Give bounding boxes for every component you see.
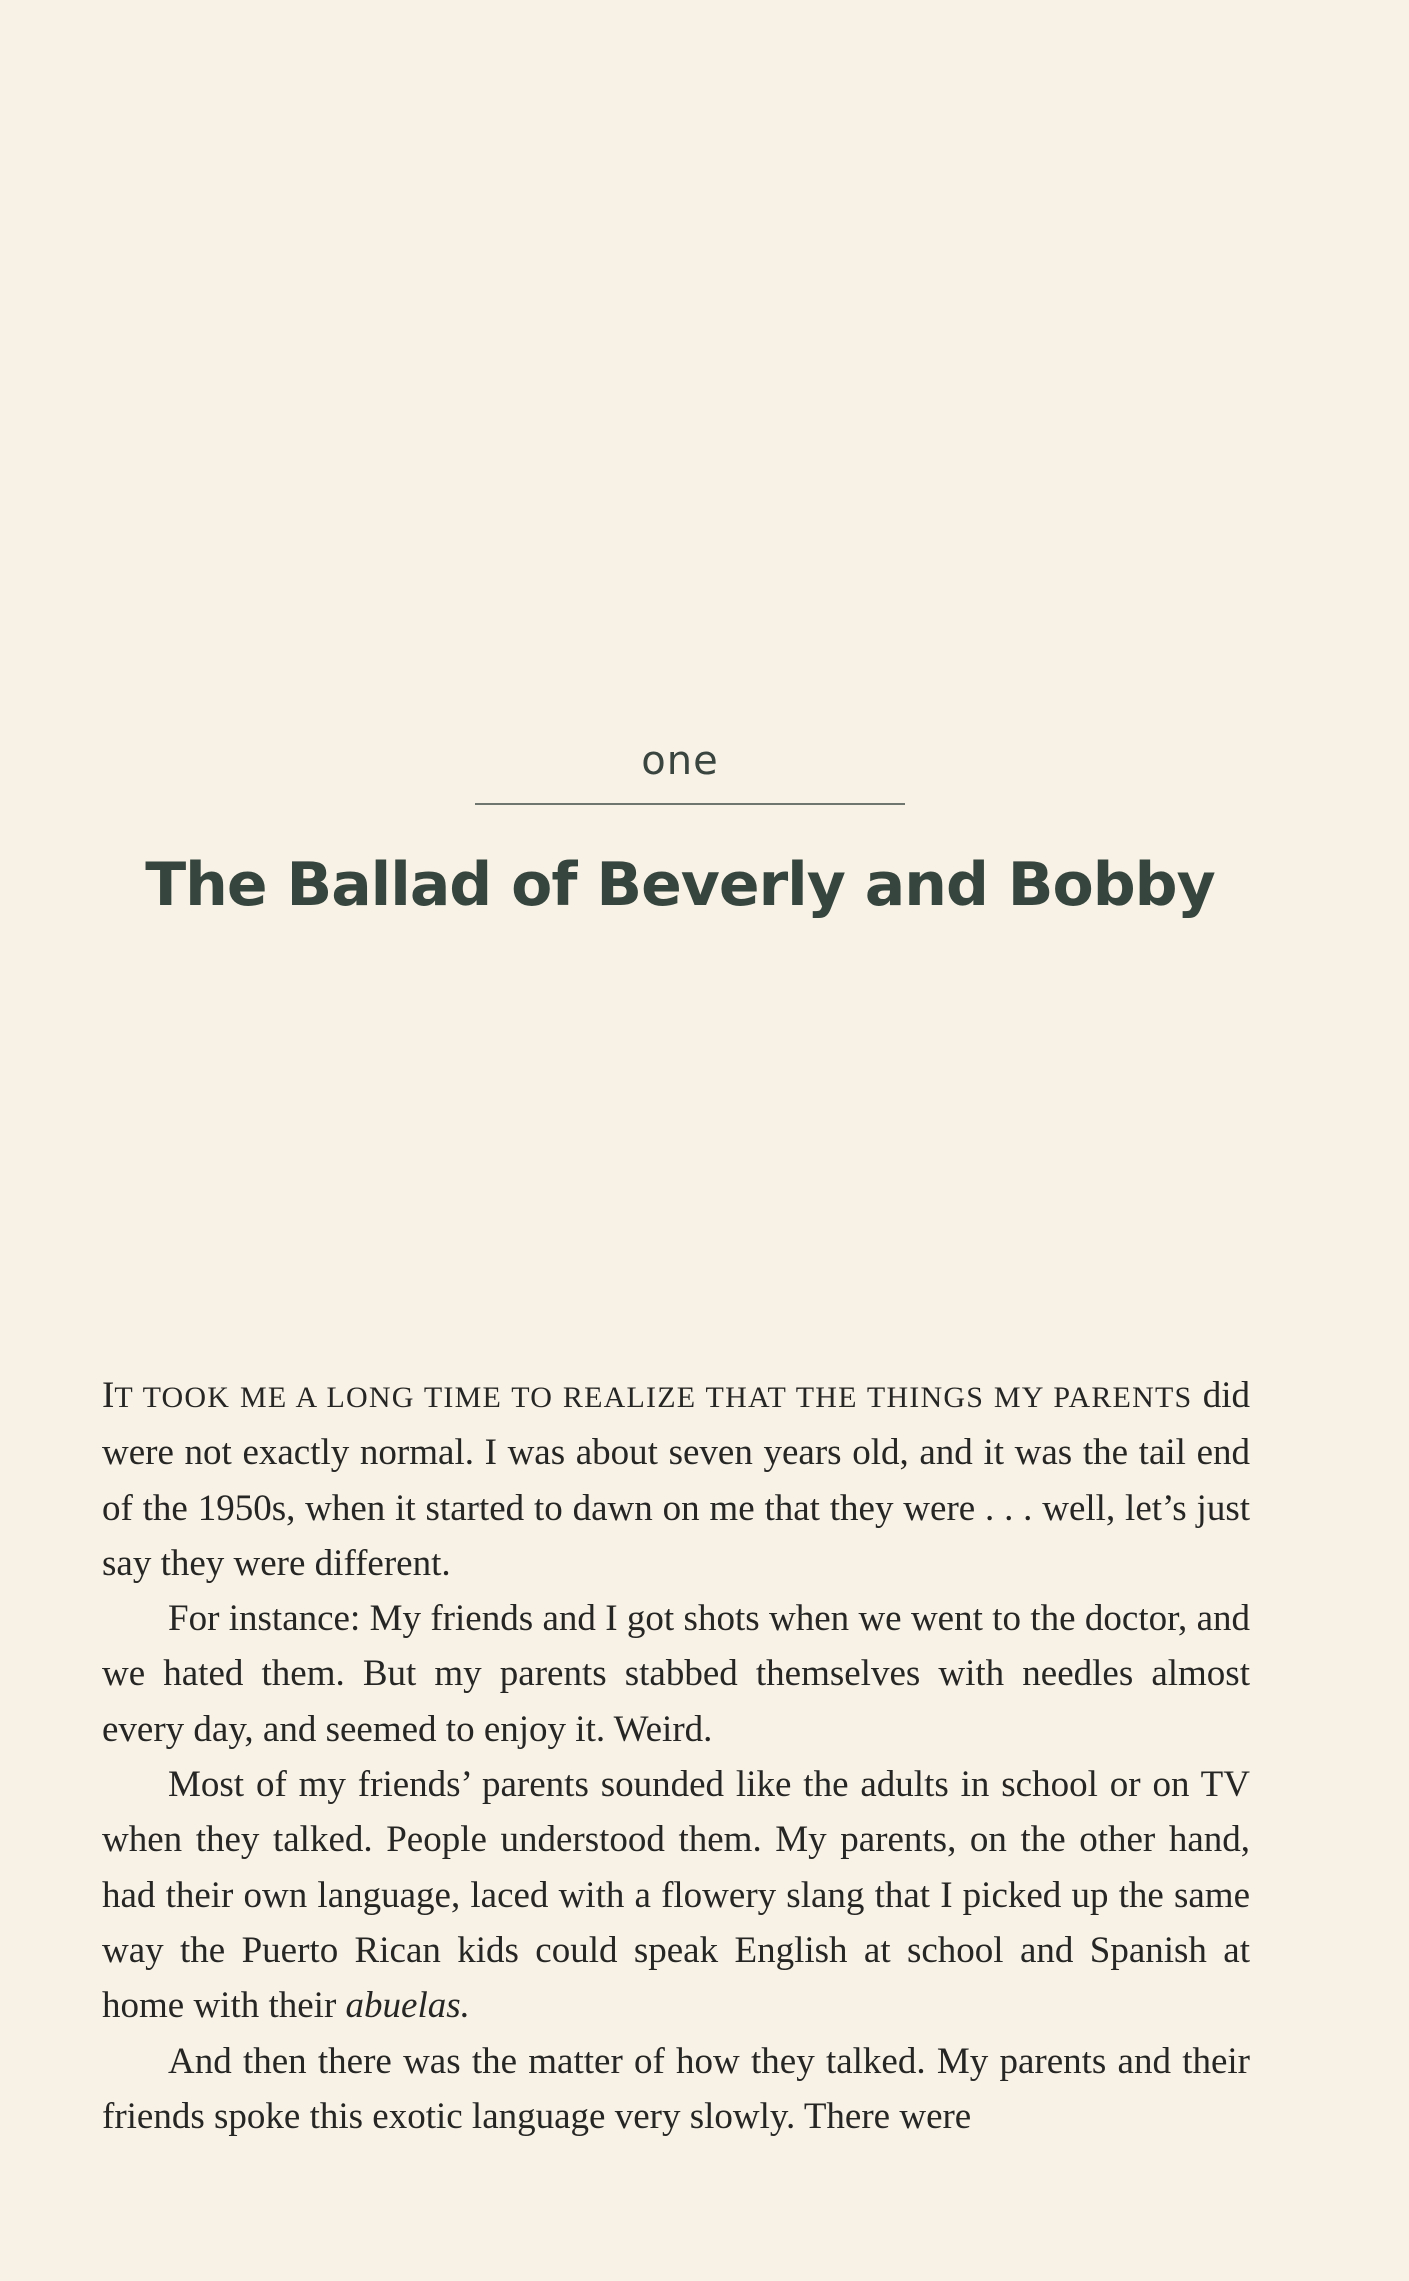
lead-in-initial: I [102,1375,115,1416]
chapter-title: The Ballad of Beverly and Bobby [145,850,1215,920]
paragraph-1-text: did were not exactly normal. I was about seven years old, and it was the tail end of the 1950s, when it started to dawn on me that they were . . . well, let’s just say they were different. [102,1375,1250,1584]
paragraph-3-italic: abuelas. [345,1985,470,2027]
paragraph-4: And then there was the matter of how they talked. My parents and their friends spoke this exotic language very slowly. There were [102,2040,1250,2137]
chapter-body [102,1368,1250,2144]
chapter-number: one [641,738,719,784]
paragraph-3-text: Most of my friends’ parents sounded like the adults in school or on TV when they talked. People understood them. My parents, on the other hand, had their own language, laced with a flowery slang that I picked up the same way the Puerto Rican kids could speak English at school and Spanish at home with their [102,1764,1250,2027]
paragraph-1 [102,1368,1250,1591]
paragraph-2: For instance: My friends and I got shots when we went to the doctor, and we hated them. But my parents stabbed themselves with needles almost every day, and seemed to enjoy it. Weird. [102,1598,1250,1750]
lead-in-small-caps: T TOOK ME A LONG TIME TO REALIZE THAT THE THINGS MY PARENTS [114,1381,1193,1414]
paragraph-3 [102,1757,1250,2033]
chapter-divider [475,803,905,805]
lead-in [102,1375,1192,1416]
